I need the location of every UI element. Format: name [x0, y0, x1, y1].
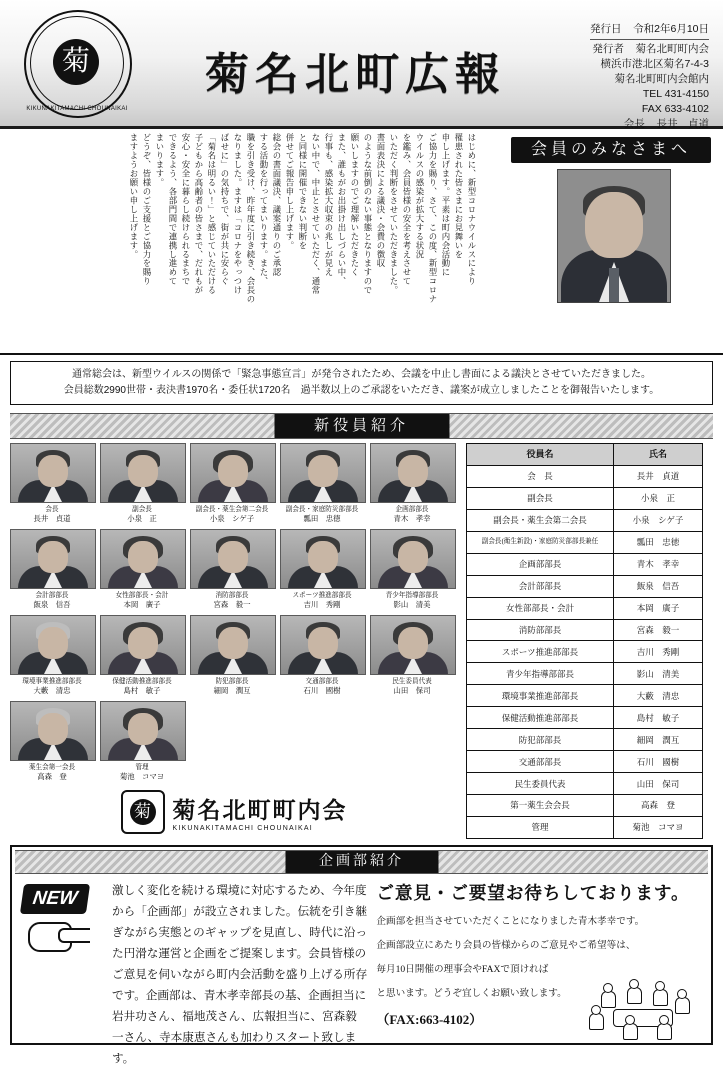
officer-name: 大藪 清忠 [33, 686, 71, 695]
greeting-col: ウイルスの感染が拡大する状況 [415, 133, 424, 259]
publisher-label: 発行者 [592, 43, 624, 55]
feedback-p4: と思います。どうぞ宜しくお願い致します。 [376, 988, 567, 999]
greeting-section [0, 129, 723, 355]
chairman-portrait [557, 169, 671, 303]
planning-banner-label: 企画部紹介 [285, 851, 438, 873]
officer-role: 副会長・薬生会第二会長 [195, 506, 269, 513]
cell-role: 保健活動推進部部長 [467, 707, 614, 729]
cell-name: 大藪 清忠 [614, 685, 703, 707]
officer-photo [370, 443, 456, 503]
officers-table [466, 443, 703, 839]
officer-card [190, 529, 274, 609]
officer-card [100, 443, 184, 523]
greeting-col: 申し上げます。平素は町内会活動に [441, 133, 450, 277]
officers-banner [10, 413, 713, 439]
officer-role: 女性部部長・会計 [115, 592, 169, 599]
cell-role: 副会長・薬生会第二会長 [467, 509, 614, 531]
officer-photo-grid [10, 443, 458, 781]
publisher-tel: TEL 431-4150 [642, 88, 709, 100]
cell-role: 環境事業推進部部長 [467, 685, 614, 707]
table-row [467, 773, 703, 795]
officer-name: 吉川 秀剛 [303, 600, 341, 609]
cell-role: 青少年指導部部長 [467, 663, 614, 685]
association-name: 菊名北町町内会 [172, 798, 348, 823]
planning-fax: （FAX:663-4102） [376, 1012, 483, 1027]
table-row [467, 685, 703, 707]
officer-photo [10, 701, 96, 761]
notice-line-1: 通常総会は、新型ウイルスの関係で「緊急事態宣言」が発令されたため、会議を中止し書面による議決とさせていただきました。 [72, 369, 651, 380]
officer-name: 山田 保司 [393, 686, 431, 695]
cell-name: 飯泉 信吾 [614, 575, 703, 597]
officer-photo [280, 529, 366, 589]
greeting-col: ばせに」の気持ちで、街が共に安らぐ [220, 133, 229, 286]
chair-label: 会長 [623, 118, 645, 130]
officer-role: スポーツ推進部部長 [292, 592, 352, 599]
notice-box [10, 361, 713, 405]
cell-name: 菊池 コマヨ [614, 816, 703, 838]
kiku-emblem-icon: 菊 [53, 39, 99, 85]
cell-name: 石川 國樹 [614, 751, 703, 773]
officer-photo [10, 615, 96, 675]
publisher-address: 横浜市港北区菊名7-4-3 [600, 58, 709, 70]
officer-name: 高森 登 [37, 772, 67, 781]
cell-role: スポーツ推進部部長 [467, 641, 614, 663]
officer-card [100, 615, 184, 695]
cell-name: 細岡 潤互 [614, 729, 703, 751]
cell-name: 瓢田 忠徳 [614, 531, 703, 553]
officer-card [280, 529, 364, 609]
cell-name: 青木 孝幸 [614, 553, 703, 575]
table-header-row [467, 444, 703, 466]
logo-en-text: KIKUNAKITAMACHI CHOUNAIKAI [26, 106, 128, 112]
cell-name: 高森 登 [614, 795, 703, 817]
column-header-name: 氏名 [614, 444, 703, 466]
pointing-hand-icon [28, 914, 88, 950]
feedback-p1: 企画部を担当させていただくことになりました青木孝幸です。 [376, 916, 645, 927]
greeting-col: する活動を行ってまいります。また、 [259, 133, 268, 286]
officer-card [190, 615, 274, 695]
officer-name: 石川 國樹 [303, 686, 341, 695]
officer-name: 菊池 コマヨ [119, 772, 165, 781]
officer-name: 影山 清美 [393, 600, 431, 609]
new-badge [20, 884, 102, 950]
cell-role: 防犯部部長 [467, 729, 614, 751]
cell-role: 消防部部長 [467, 619, 614, 641]
greeting-col: ない中で、中止とさせていただく、通常 [311, 133, 320, 295]
new-badge-label: NEW [20, 884, 90, 914]
association-signature [10, 785, 458, 839]
officer-photo [100, 615, 186, 675]
cell-name: 小泉 正 [614, 487, 703, 509]
planning-right-column [376, 880, 703, 1069]
planning-left-column [20, 880, 368, 1069]
greeting-col: 職を引き受け、昨年度に引き続き、会長の [246, 133, 255, 304]
officer-card [10, 443, 94, 523]
officer-role: 副会長・家庭防災部部長 [285, 506, 359, 513]
table-row [467, 531, 703, 553]
officer-photo [190, 529, 276, 589]
feedback-p2: 企画部設立にあたり会員の皆様からのご意見やご希望等は、 [376, 940, 636, 951]
greeting-col: ご協力を賜り、さて、この度、新型コロナ [428, 133, 437, 304]
officer-name: 長井 貞道 [33, 514, 71, 523]
officer-role: 消防部部長 [215, 592, 249, 599]
table-row [467, 751, 703, 773]
greeting-col: 罹患された皆さまにお見舞いを [454, 133, 463, 259]
greeting-col: いただく判断をさせていただきました。 [389, 133, 398, 295]
cell-role: 会 長 [467, 465, 614, 487]
greeting-col: 総会の書面議決、議案通りのご承認 [272, 133, 281, 277]
notice-line-2: 会員総数2990世帯・表決書1970名・委任状1720名 過半数以上のご承認をいただき、議案が成立しましたことを御報告いたします。 [63, 385, 660, 396]
officer-photo [190, 615, 276, 675]
greeting-col: 書面表決による議決・会費の徴収 [376, 133, 385, 268]
officer-name: 細岡 潤互 [213, 686, 251, 695]
greeting-col: なりました。ますは「コロナをやっつけ [233, 133, 242, 295]
cell-name: 小泉 シゲ子 [614, 509, 703, 531]
officer-name: 青木 孝幸 [393, 514, 431, 523]
officer-role: 会長 [45, 506, 59, 513]
table-row [467, 816, 703, 838]
greeting-col: 行事も、感染拡大収束の兆しが見え [324, 133, 333, 277]
greeting-vertical-text [8, 133, 478, 343]
greeting-col: できるよう、各部門間で連携し進めて [168, 133, 177, 286]
table-row [467, 465, 703, 487]
table-row [467, 619, 703, 641]
officer-photo [10, 443, 96, 503]
greeting-col: 安心・安全に暮らし続けられるまちで [181, 133, 190, 286]
table-row [467, 729, 703, 751]
officer-role: 青少年指導部部長 [385, 592, 439, 599]
officers-section [10, 443, 713, 839]
greeting-col: まいります。 [155, 133, 164, 187]
planning-banner [15, 850, 708, 874]
officer-photo [370, 529, 456, 589]
cell-role: 会計部部長 [467, 575, 614, 597]
table-row [467, 795, 703, 817]
cell-name: 宮森 毅一 [614, 619, 703, 641]
planning-section [10, 845, 713, 1065]
column-header-role: 役員名 [467, 444, 614, 466]
cell-name: 本岡 廣子 [614, 597, 703, 619]
cell-name: 影山 清美 [614, 663, 703, 685]
greeting-col: どうぞ、皆様のご支援とご協力を賜り [142, 133, 151, 286]
cell-role: 管理 [467, 816, 614, 838]
association-name-en: KIKUNAKITAMACHI CHOUNAIKAI [172, 825, 313, 832]
officer-role: 企画部部長 [395, 506, 429, 513]
officer-name: 瓢田 忠徳 [303, 514, 341, 523]
cell-name: 吉川 秀剛 [614, 641, 703, 663]
officer-role: 会計部部長 [35, 592, 69, 599]
table-row [467, 553, 703, 575]
table-row [467, 575, 703, 597]
kiku-mark-icon: 菊 [121, 790, 165, 834]
cell-role: 企画部部長 [467, 553, 614, 575]
officers-banner-label: 新役員紹介 [274, 414, 449, 438]
officer-card [370, 443, 454, 523]
cell-role: 交通部部長 [467, 751, 614, 773]
cell-name: 長井 貞道 [614, 465, 703, 487]
publication-info [590, 22, 709, 132]
officer-name: 小泉 正 [127, 514, 157, 523]
table-row [467, 509, 703, 531]
officer-card [190, 443, 274, 523]
officer-card [370, 615, 454, 695]
cell-role: 副会長 [467, 487, 614, 509]
officer-role: 薬生会第一会長 [28, 764, 76, 771]
feedback-heading: ご意見・ご要望お待ちしております。 [376, 883, 690, 903]
greeting-col: 願いしますのでご理解いただきたく [350, 133, 359, 277]
officer-role: 防犯部部長 [215, 678, 249, 685]
officer-photo [100, 443, 186, 503]
officer-photo [10, 529, 96, 589]
officer-role: 民生委員代表 [392, 678, 432, 685]
cell-role: 第一薬生会会長 [467, 795, 614, 817]
officer-photo [100, 529, 186, 589]
table-row [467, 597, 703, 619]
publisher-name: 菊名北町町内会 [635, 43, 709, 55]
cell-role: 副会長(衛生新設)・家庭防災部部長兼任 [467, 531, 614, 553]
greeting-col: 子どもから高齢者の皆さまで、だれもが [194, 133, 203, 295]
greeting-col: 併せてご報告申し上げます。 [285, 133, 294, 250]
publish-date: 令和2年6月10日 [633, 23, 709, 35]
officer-name: 島村 敏子 [123, 686, 161, 695]
greeting-heading: 会員のみなさまへ [511, 137, 711, 163]
officer-role: 副会長 [132, 506, 152, 513]
planning-description: 激しく変化を続ける環境に対応するため、今年度から「企画部」が設立されました。伝統を引き継ぎながら実態とのギャップを見直し、時代に沿った円滑な運営と企画をご提案します。会員皆様のご意見を伺いながら町内会活動を盛り上げる所存です。企画部は、青木孝幸部長の基、企画担当に岩井功さん、福地茂さん、広報担当に、宮森毅一さん、寺本康恵さんも加わりスタート致します。 [112, 884, 368, 1065]
publisher-fax: FAX 633-4102 [641, 103, 709, 115]
cell-name: 山田 保司 [614, 773, 703, 795]
officer-card [10, 529, 94, 609]
officer-card [100, 529, 184, 609]
officer-photo [280, 443, 366, 503]
officer-role: 管理 [135, 764, 149, 771]
feedback-p3: 毎月10日開催の理事会やFAXで頂ければ [376, 964, 549, 975]
page-title: 菊名北町広報 [205, 50, 505, 99]
officer-name: 飯泉 信吾 [33, 600, 71, 609]
officer-role: 交通部部長 [305, 678, 339, 685]
officer-role: 保健活動推進部部長 [112, 678, 172, 685]
officer-card [10, 701, 94, 781]
cell-role: 女性部部長・会計 [467, 597, 614, 619]
greeting-col: を鑑み、会員皆様の安全を考えさせて [402, 133, 411, 286]
officer-card [100, 701, 184, 781]
officer-card [280, 443, 364, 523]
officer-name: 小泉 シゲ子 [209, 514, 255, 523]
cell-role: 民生委員代表 [467, 773, 614, 795]
meeting-illustration [583, 979, 701, 1039]
masthead [0, 0, 723, 129]
cell-name: 島村 敏子 [614, 707, 703, 729]
chair-name: 長井 貞道 [656, 118, 709, 130]
greeting-col: 「菊名は明るい！」と感じていただける [207, 133, 216, 295]
table-row [467, 641, 703, 663]
table-row [467, 663, 703, 685]
officer-role: 環境事業推進部部長 [22, 678, 82, 685]
officer-card [280, 615, 364, 695]
officer-name: 宮森 毅一 [213, 600, 251, 609]
publish-date-label: 発行日 [589, 23, 622, 35]
greeting-col: のような前倒のない事態となりますので [363, 133, 372, 295]
officer-photo [370, 615, 456, 675]
greeting-signature: ますようお願い申し上げます。 [129, 133, 138, 259]
greeting-col: はじめに、新型コロナウイルスにより [467, 133, 476, 286]
greeting-col: また、誰もがお出掛け出しづらい中、 [337, 133, 346, 286]
officer-photo [280, 615, 366, 675]
publisher-office: 菊名北町町内会館内 [614, 73, 709, 85]
officer-name: 本岡 廣子 [123, 600, 161, 609]
table-row [467, 487, 703, 509]
officer-photo [100, 701, 186, 761]
association-logo [24, 10, 134, 120]
table-row [467, 707, 703, 729]
officer-card [10, 615, 94, 695]
officer-card [370, 529, 454, 609]
greeting-col: と同様に開催できない判断を [298, 133, 307, 250]
officer-photo [190, 443, 276, 503]
